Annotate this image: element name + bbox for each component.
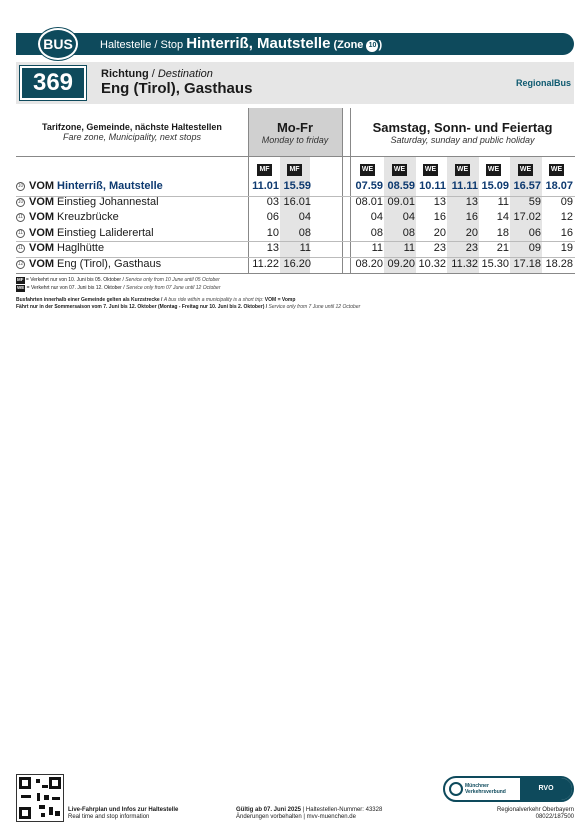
note-summer-de: Fährt nur in der Sommersaison vom 7. Juni bis 12. Oktober (Montag - Freitag nur 10. Juni bis 2. Oktober) / — [16, 304, 269, 310]
mf-tag: MF — [257, 164, 272, 176]
zone-label — [333, 39, 382, 51]
time-cell: 18.07 — [545, 180, 573, 192]
municipality-code: VOM — [29, 196, 55, 208]
logo-text-2: Verkehrsverbund — [465, 788, 506, 795]
time-cell: 13 — [266, 242, 279, 254]
time-cell: 16 — [433, 211, 446, 223]
we-mini-tag: WE — [17, 285, 25, 290]
zone-suffix: ) — [378, 39, 383, 51]
stop-name-cell: Eng (Tirol), Gasthaus — [57, 258, 162, 270]
time-cell: 08 — [402, 227, 415, 239]
time-cell: 09 — [528, 242, 541, 254]
we-tag: WE — [518, 164, 533, 176]
live-info-de: Live-Fahrplan und Infos zur Haltestelle — [68, 807, 179, 813]
table-row — [16, 242, 575, 257]
qr-dot — [44, 795, 49, 800]
municipality-code: VOM — [29, 227, 55, 239]
live-info-en: Real time and stop information — [68, 814, 150, 820]
time-cell: 16.57 — [513, 180, 541, 192]
note-mf-de: = Verkehrt nur von 10. Juni bis 05. Oktober / — [24, 277, 126, 283]
time-cell: 15.09 — [481, 180, 509, 192]
zone-icon: 12 — [17, 261, 24, 267]
qr-dot — [36, 779, 40, 783]
zone-icon: 11 — [17, 245, 24, 251]
weekend-column-header — [350, 108, 575, 156]
time-cell: 16 — [465, 211, 478, 223]
qr-corner — [19, 807, 31, 819]
stop-title — [100, 35, 382, 54]
time-cell: 08.20 — [355, 258, 383, 270]
direction-de: Richtung — [101, 68, 149, 80]
time-cell: 07.59 — [355, 180, 383, 192]
qr-dot — [41, 813, 45, 817]
direction-label — [101, 68, 213, 80]
valid-from: Gültig ab 07. Juni 2025 — [236, 807, 302, 813]
zone-icon: 10 — [17, 199, 24, 205]
time-cell: 04 — [370, 211, 383, 223]
qr-dot — [39, 805, 45, 809]
time-cell: 03 — [266, 196, 279, 208]
time-cell: 08.59 — [387, 180, 415, 192]
time-cell: 18 — [496, 227, 509, 239]
note-we — [16, 285, 221, 292]
time-cell: 20 — [465, 227, 478, 239]
time-cell: 11.32 — [451, 258, 478, 270]
weekend-header-de: Samstag, Sonn- und Feiertag — [372, 120, 553, 135]
time-cell: 11 — [299, 242, 311, 254]
logo-text-1: Münchner — [465, 783, 489, 789]
time-cell: 17.02 — [513, 211, 541, 223]
time-cell: 23 — [433, 242, 446, 254]
time-cell: 10.32 — [418, 258, 446, 270]
time-cell: 08 — [298, 227, 311, 239]
time-cell: 15.30 — [481, 258, 509, 270]
stop-prefix: Haltestelle / Stop — [100, 39, 187, 51]
qr-dot — [21, 795, 31, 798]
qr-code[interactable] — [16, 774, 64, 822]
time-cell: 06 — [266, 211, 279, 223]
note-summer — [16, 304, 360, 311]
qr-dot — [37, 793, 40, 801]
operator-type: RegionalBus — [515, 78, 571, 88]
direction-sep: / — [148, 68, 158, 80]
qr-dot — [42, 785, 48, 788]
time-cell: 08.01 — [355, 196, 383, 208]
company-code: 08022/187500 — [535, 814, 574, 820]
we-tag: WE — [423, 164, 438, 176]
qr-dot — [49, 807, 53, 815]
mvv-logo — [443, 776, 574, 802]
municipality-code: VOM — [29, 211, 55, 223]
we-tag: WE — [360, 164, 375, 176]
mvv-circle-icon — [449, 782, 463, 796]
time-cell: 11 — [497, 196, 509, 208]
stop-name: Hinterriß, Mautstelle — [186, 35, 331, 52]
time-cell: 10 — [266, 227, 279, 239]
time-cell: 18.28 — [545, 258, 573, 270]
zone-icon: 11 — [17, 230, 24, 236]
time-cell: 11 — [371, 242, 383, 254]
we-tag: WE — [486, 164, 501, 176]
qr-dot — [55, 811, 60, 816]
time-cell: 09 — [560, 196, 573, 208]
note-short-trip — [16, 297, 295, 304]
time-cell: 12 — [560, 211, 573, 223]
stop-name-cell: Einstieg Johannestal — [57, 196, 159, 208]
zone-icon: 11 — [17, 214, 24, 220]
changes-note: Änderungen vorbehalten | mvv-muenchen.de — [236, 814, 356, 820]
destination: Eng (Tirol), Gasthaus — [101, 80, 253, 97]
table-bottom — [16, 273, 575, 274]
we-tag: WE — [392, 164, 407, 176]
table-row — [16, 180, 575, 195]
time-cell: 11.01 — [252, 180, 279, 192]
weekday-column-header — [248, 108, 342, 156]
time-cell: 10.11 — [419, 180, 446, 192]
qr-dot — [52, 797, 60, 800]
stops-header-en: Fare zone, Municipality, next stops — [63, 132, 201, 142]
table-row — [16, 227, 575, 242]
stop-name-cell: Haglhütte — [57, 242, 105, 254]
time-cell: 11.22 — [252, 258, 279, 270]
bus-icon: BUS — [38, 28, 78, 60]
time-cell: 04 — [402, 211, 415, 223]
time-cell: 15.59 — [283, 180, 311, 192]
time-cell: 19 — [560, 242, 573, 254]
time-cell: 11.11 — [451, 180, 478, 192]
table-row — [16, 258, 575, 273]
time-cell: 17.18 — [513, 258, 541, 270]
stops-header-de: Tarifzone, Gemeinde, nächste Haltestellen — [42, 122, 222, 132]
time-cell: 04 — [298, 211, 311, 223]
mf-mini-tag: MF — [17, 277, 24, 282]
time-cell: 16.20 — [283, 258, 311, 270]
time-cell: 13 — [433, 196, 446, 208]
time-cell: 21 — [496, 242, 509, 254]
weekday-header-de: Mo-Fr — [276, 120, 314, 135]
weekday-header-en: Monday to friday — [261, 135, 329, 145]
table-divider — [16, 156, 575, 157]
stop-name-cell: Hinterriß, Mautstelle — [57, 180, 163, 192]
company-info — [497, 807, 574, 821]
line-number: 369 — [20, 66, 86, 100]
stop-number: | Haltestellen-Nummer: 43328 — [301, 807, 383, 813]
qr-corner — [19, 777, 31, 789]
zone-number-icon: 10 — [366, 40, 378, 52]
company-name: Regionalverkehr Oberbayern — [496, 807, 574, 813]
stop-name-cell: Kreuzbrücke — [57, 211, 119, 223]
stops-column-header — [16, 108, 248, 156]
we-tag: WE — [455, 164, 470, 176]
note-summer-en: Service only from 7 June until 12 October — [268, 304, 361, 310]
direction-en: Destination — [157, 68, 213, 80]
note-mf-en: Service only from 10 June until 05 October — [125, 277, 220, 283]
live-info — [68, 807, 178, 821]
note-mf — [16, 277, 220, 284]
zone-icon: 10 — [17, 183, 24, 189]
note-we-de: = Verkehrt nur von 07. Juni bis 12. Oktober / — [25, 285, 126, 291]
time-cell: 08 — [370, 227, 383, 239]
time-cell: 23 — [465, 242, 478, 254]
municipality-code: VOM — [29, 242, 55, 254]
time-cell: 06 — [528, 227, 541, 239]
municipality-code: VOM — [29, 258, 55, 270]
rvo-logo: RVO — [520, 778, 572, 800]
line-block — [16, 62, 574, 104]
time-cell: 16 — [560, 227, 573, 239]
note-vom-legend: VOM = Vomp — [264, 297, 296, 303]
table-row — [16, 196, 575, 211]
mvv-logo-text — [465, 784, 506, 795]
municipality-code: VOM — [29, 180, 55, 192]
stop-name-cell: Einstieg Laliderertal — [57, 227, 154, 239]
zone-prefix: (Zone — [333, 39, 367, 51]
time-cell: 20 — [433, 227, 446, 239]
time-cell: 09.01 — [387, 196, 415, 208]
note-we-en: Service only from 07 June until 12 October — [126, 285, 221, 291]
time-cell: 09.20 — [387, 258, 415, 270]
validity-info — [236, 807, 382, 821]
qr-corner — [49, 777, 61, 789]
time-cell: 13 — [465, 196, 478, 208]
note-short-trip-en: A bus ride within a municipality is a short trip: — [163, 297, 265, 303]
time-cell: 14 — [496, 211, 509, 223]
weekend-header-en: Saturday, sunday and public holiday — [390, 135, 535, 145]
mf-tag: MF — [287, 164, 302, 176]
time-cell: 16.01 — [283, 196, 311, 208]
table-row — [16, 211, 575, 226]
note-short-trip-de: Busfahrten innerhalb einer Gemeinde gelten als Kurzstrecke / — [16, 297, 164, 303]
we-tag: WE — [549, 164, 564, 176]
time-cell: 11 — [403, 242, 415, 254]
time-cell: 59 — [528, 196, 541, 208]
